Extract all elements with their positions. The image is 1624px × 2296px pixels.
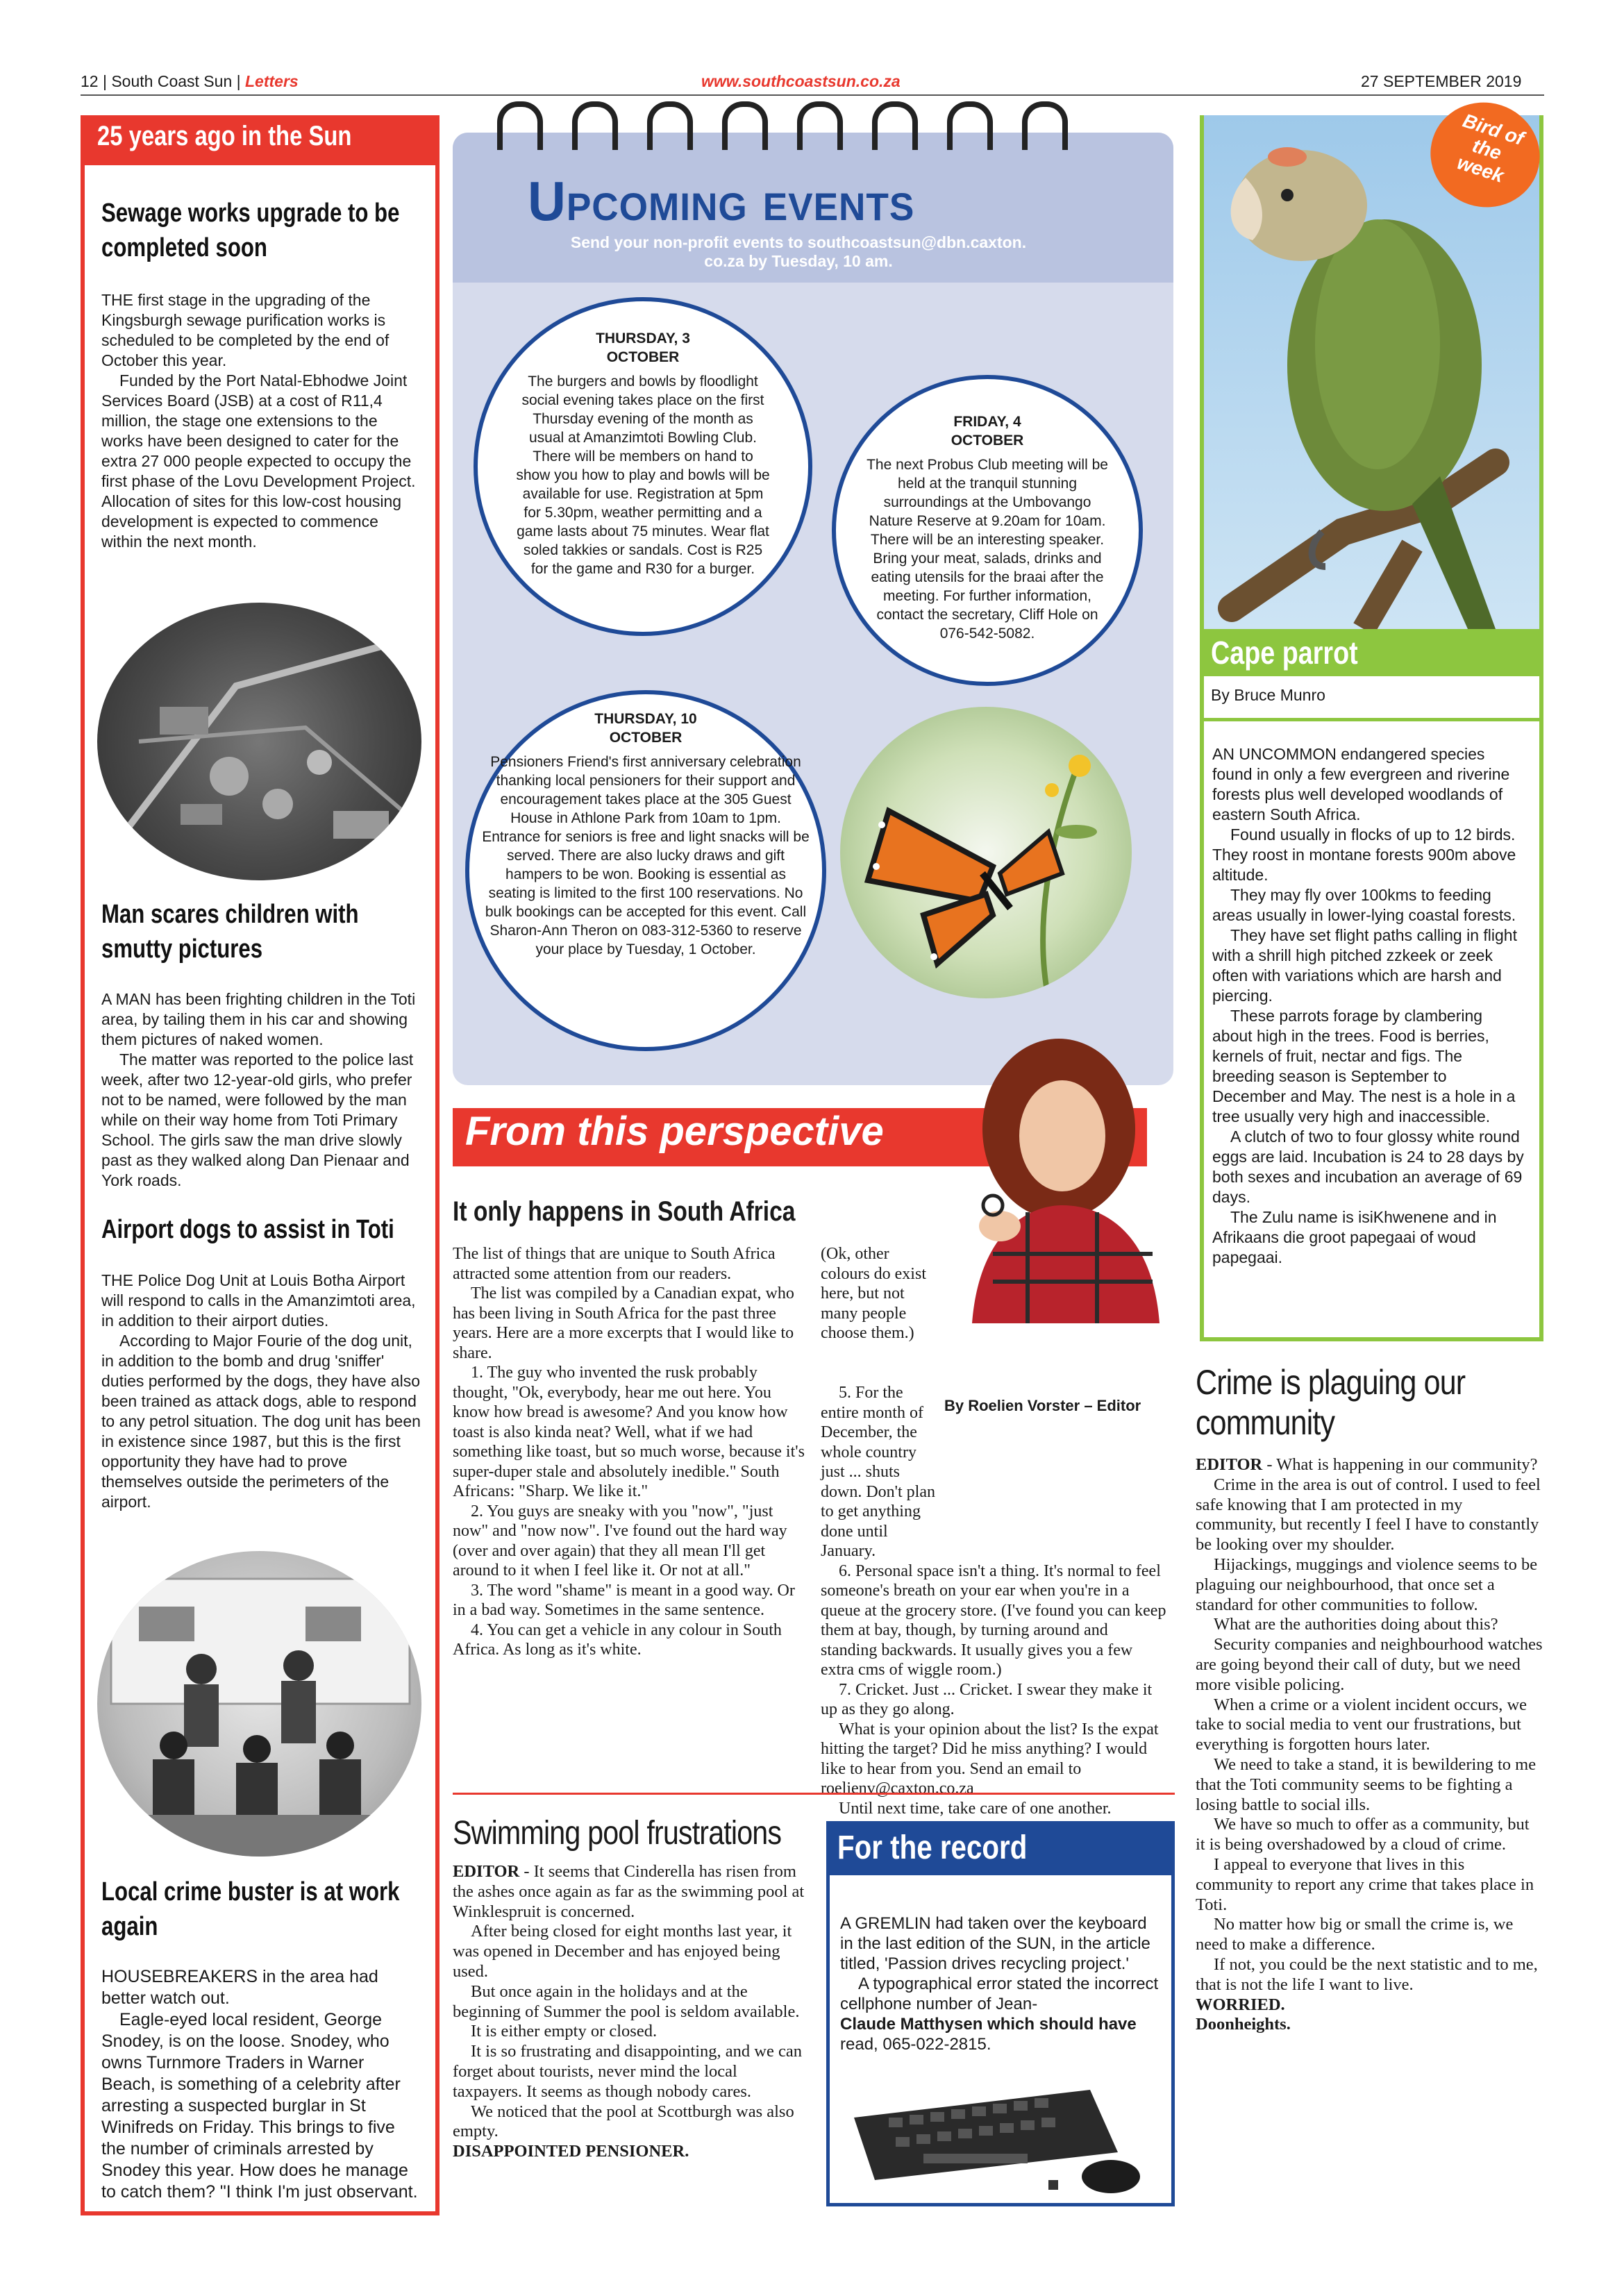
story2-headline-wrap xyxy=(101,897,420,966)
crime-p1: Crime in the area is out of control. I used to feel safe knowing that I am protected in my community, but recently I feel I have to constantly be looking over my shoulder. xyxy=(1196,1475,1541,1555)
persp-c2-p8: What is your opinion about the list? Is the expat hitting the target? Did he miss anything? I would like to hear from you. Send an email to roelienv@caxton.co.za xyxy=(821,1720,1159,1798)
pool-p3: It is either empty or closed. xyxy=(471,2022,658,2041)
story4-headline-wrap xyxy=(101,1875,420,1944)
ring-icon xyxy=(947,101,993,150)
story1-body xyxy=(101,290,421,552)
ring-icon xyxy=(797,101,843,150)
aerial-photo-image xyxy=(97,603,421,880)
event-circle-2 xyxy=(832,375,1143,686)
dog-unit-photo-image xyxy=(97,1551,421,1857)
site-url[interactable]: www.southcoastsun.co.za xyxy=(701,72,901,90)
crime-p7: We have so much to offer as a community, but it is being overshadowed by a cloud of crime. xyxy=(1196,1815,1530,1854)
pool-sig: DISAPPOINTED PENSIONER. xyxy=(453,2142,689,2161)
pool-p1: After being closed for eight months last year, it was opened in December and has enjoyed being used. xyxy=(453,1922,792,1981)
ring-icon xyxy=(872,101,918,150)
keyboard-icon xyxy=(840,2076,1160,2194)
editor-portrait xyxy=(944,1032,1166,1323)
perspective-col1 xyxy=(453,1244,807,1660)
persp-c1-p5: 3. The word "shame" is meant in a good way. Or in a bad way. Sometimes in the same sentence. xyxy=(453,1581,795,1619)
years-ago-title: 25 years ago in the Sun xyxy=(97,121,352,151)
crime-body xyxy=(1196,1455,1543,2035)
bird-p1: AN UNCOMMON endangered species found in only a few evergreen and riverine forests plus well developed woodlands of eastern South Africa. xyxy=(1212,745,1510,823)
persp-c2-p5: 5. For the entire month of December, the whole country just ... shuts down. Don't plan to get anything done until January. xyxy=(821,1384,935,1560)
pool-lead xyxy=(453,1862,807,1922)
persp-c2-p6: 6. Personal space isn't a thing. It's normal to feel someone's breath on your ear when you're in a queue at the grocery store. (I've found you can keep them at bay, though, by turning around and standing backwards. It usually gives you a few extra cms of wiggle room.) xyxy=(821,1561,1166,1679)
section-label: Letters xyxy=(245,72,299,90)
bird-title: Cape parrot xyxy=(1211,635,1358,671)
story2-p2: The matter was reported to the police last week, after two 12-year-old girls, who prefer not to be named, were followed by the man while on their way home from Toti Primary School. The girls saw the man drive slowly past as they walked along Dan Pienaar and York roads. xyxy=(101,1050,414,1189)
crime-p2: Hijackings, muggings and violence seems to be plaguing our neighbourhood, that once set a standard for other communities to follow. xyxy=(1196,1555,1538,1614)
persp-c2-aside: (Ok, other colours do exist here, but not many people choose them.) xyxy=(821,1245,926,1342)
story2-headline: Man scares children with smutty pictures xyxy=(101,900,359,964)
story1-headline-wrap xyxy=(101,196,420,265)
pool-body xyxy=(453,1862,807,2162)
pool-headline: Swimming pool frustrations xyxy=(453,1815,782,1852)
perspective-title: From this perspective xyxy=(465,1109,884,1154)
story3-body xyxy=(101,1271,421,1512)
bird-p7: The Zulu name is isiKhwenene and in Afrikaans die groot papegaai of woud papegaai. xyxy=(1212,1208,1497,1266)
events-subtitle-line1: Send your non-profit events to southcoastsun@dbn.caxton. xyxy=(570,233,1027,251)
bird-p5: These parrots forage by clambering about high in the trees. Food is berries, kernels of fruit, nectar and figs. The breeding season is September to December and May. The nest is a hole in a tree usually very high and inaccessible. xyxy=(1212,1007,1516,1125)
record-p1: A GREMLIN had taken over the keyboard in the last edition of the SUN, in the article titled, 'Passion drives recycling project.' xyxy=(840,1914,1150,1973)
record-body xyxy=(840,1913,1160,2054)
crime-sig1: WORRIED. xyxy=(1196,1995,1285,2014)
event2-text: The next Probus Club meeting will be held at the tranquil stunning surroundings at the Umbovango Nature Reserve at 9.20am for 10am. There will be an interesting speaker. Bring your meat, salads, drinks and eating utensils for the braai after the meeting. For further information, contact the secretary, Cliff Hole on 076-542-5082. xyxy=(867,457,1108,642)
bird-body xyxy=(1212,744,1525,1268)
record-p2: A typographical error stated the incorrect cellphone number of Jean- xyxy=(840,1975,1159,2013)
story4-body xyxy=(101,1966,421,2203)
ring-icon xyxy=(1022,101,1068,150)
page-label: 12 | South Coast Sun | xyxy=(81,72,241,90)
perspective-byline: By Roelien Vorster – Editor xyxy=(944,1397,1141,1414)
perspective-rule xyxy=(453,1793,1175,1795)
butterfly-photo xyxy=(840,707,1132,998)
dog-unit-photo xyxy=(97,1551,421,1857)
story4-p1: HOUSEBREAKERS in the area had better watch out. xyxy=(101,1967,378,2008)
crime-sig2: Doonheights. xyxy=(1196,2015,1291,2034)
record-p4: read, 065-022-2815. xyxy=(840,2035,991,2054)
pool-p4: It is so frustrating and disappointing, and we can forget about tourists, never mind the local taxpayers. It seems as though nobody cares. xyxy=(453,2042,802,2101)
aerial-photo xyxy=(97,603,421,880)
event3-date: THURSDAY, 10 OCTOBER xyxy=(594,711,697,746)
pool-p5: We noticed that the pool at Scottburgh was also empty. xyxy=(453,2102,794,2141)
ring-icon xyxy=(647,101,693,150)
events-title: Upcoming events xyxy=(528,170,915,232)
perspective-headline: It only happens in South Africa xyxy=(453,1196,796,1227)
bird-p4: They have set flight paths calling in flight with a shrill high pitched zzkeek or zeek often with variations which are harsh and piercing. xyxy=(1212,926,1517,1005)
persp-c1-p3: 1. The guy who invented the rusk probably thought, "Ok, everybody, hear me out here. You know how bread is awesome? And you know how toast is also kinda neat? Well, what if we had something like toast, but so much worse, because it's super-duper stale and absolutely inedible." South Africans: "Sharp. We like it." xyxy=(453,1364,805,1500)
bird-p2: Found usually in flocks of up to 12 birds. They roost in montane forests 900m above altitude. xyxy=(1212,826,1516,884)
crime-p3: What are the authorities doing about this? xyxy=(1214,1615,1498,1634)
persp-c1-p6: 4. You can get a vehicle in any colour in South Africa. As long as it's white. xyxy=(453,1620,782,1659)
ring-icon xyxy=(497,101,543,150)
perspective-col2-narrow xyxy=(821,1244,932,1343)
perspective-headline-wrap xyxy=(453,1194,978,1229)
event-circle-1 xyxy=(474,297,812,636)
story3-p2: According to Major Fourie of the dog unit, in addition to the bomb and drug 'sniffer' duties performed by the dogs, they have also been trained as attack dogs, able to respond to any petrol situation. The dog unit has been in existence since 1987, but this is the first opportunity they have had to prove themselves outside the perimeters of the airport. xyxy=(101,1332,421,1511)
pool-p2: But once again in the holidays and at the beginning of Summer the pool is seldom available. xyxy=(453,1981,800,2021)
crime-lead-bold: EDITOR xyxy=(1196,1455,1263,1474)
perspective-col2 xyxy=(821,1383,1168,1818)
pool-lead-text: - It seems that Cinderella has risen from the ashes once again as far as the swimming pool at Winklespruit is concerned. xyxy=(453,1862,805,1921)
issue-date: 27 SEPTEMBER 2019 xyxy=(1361,72,1522,90)
story1-headline: Sewage works upgrade to be completed soon xyxy=(101,199,400,262)
header-rule xyxy=(81,94,1544,96)
crime-p6: We need to take a stand, it is bewildering to me that the Toti community seems to be fighting a losing battle to social ills. xyxy=(1196,1754,1537,1814)
event-circle-3 xyxy=(465,690,826,1051)
crime-lead xyxy=(1196,1455,1543,1475)
crime-p9: No matter how big or small the crime is, we need to make a difference. xyxy=(1196,1915,1514,1954)
story2-body xyxy=(101,989,421,1191)
story3-headline-wrap xyxy=(101,1212,420,1247)
story2-p1: A MAN has been frighting children in the Toti area, by tailing them in his car and showing them pictures of naked women. xyxy=(101,990,416,1048)
persp-c1-p4: 2. You guys are sneaky with you "now", "just now" and "now now". I've found out the hard way (over and over again) that they all mean I'll get around to it when I feel like it. Or not at all." xyxy=(453,1502,787,1579)
keyboard-photo xyxy=(840,2076,1160,2194)
binder-rings xyxy=(497,101,1122,150)
events-subtitle xyxy=(486,233,1111,271)
bird-divider xyxy=(1204,718,1539,721)
ring-icon xyxy=(722,101,768,150)
events-subtitle-line2: co.za by Tuesday, 10 am. xyxy=(704,252,893,270)
event3-text: Pensioners Friend's first anniversary celebration thanking local pensioners for their support and encouragement takes place at the 305 Guest House in Athlone Park from 10am to 1pm. Entrance for seniors is free and light snacks will be served. There are also lucky draws and gift hampers to be won. Booking is essential as seating is limited to the first 100 reservations. No bulk bookings can be accepted for this event. Call Sharon-Ann Theron on 083-312-5360 to reserve your place by Tuesday, 1 October. xyxy=(482,754,810,957)
story1-p1: THE first stage in the upgrading of the Kingsburgh sewage purification works is scheduled to be completed by the end of October this year. xyxy=(101,291,390,369)
bird-badge-text: Bird of the week xyxy=(1454,109,1527,187)
story3-p1: THE Police Dog Unit at Louis Botha Airport will respond to calls in the Amanzimtoti area, in addition to their airport duties. xyxy=(101,1271,416,1330)
ring-icon xyxy=(572,101,618,150)
editor-photo xyxy=(944,1032,1166,1323)
pool-lead-bold: EDITOR xyxy=(453,1862,520,1881)
bird-p3: They may fly over 100kms to feeding areas usually in lower-lying coastal forests. xyxy=(1212,886,1516,924)
bird-p6: A clutch of two to four glossy white round eggs are laid. Incubation is 24 to 28 days by both sexes and incubation an average of 69 days. xyxy=(1212,1128,1524,1206)
story3-headline: Airport dogs to assist in Toti xyxy=(101,1215,394,1244)
crime-lead-text: - What is happening in our community? xyxy=(1262,1455,1538,1474)
record-p3: Claude Matthysen which should have xyxy=(840,2015,1137,2034)
persp-c2-p7: 7. Cricket. Just ... Cricket. I swear they make it up as they go along. xyxy=(821,1680,1153,1718)
crime-p4: Security companies and neighbourhood watches are going beyond their call of duty, but we need more visible policing. xyxy=(1196,1635,1543,1694)
event2-date: FRIDAY, 4 OCTOBER xyxy=(951,414,1024,449)
story1-p2: Funded by the Port Natal-Ebhodwe Joint Services Board (JSB) at a cost of R11,4 million, the stage one extensions to the works have been designed to cater for the extra 27 000 people expected to occupy the first phase of the Lovu Development Project. Allocation of sites for this low-cost housing development is expected to commence within the next month. xyxy=(101,371,416,551)
crime-p8: I appeal to everyone that lives in this community to report any crime that takes place in Toti. xyxy=(1196,1854,1534,1914)
story4-p2: Eagle-eyed local resident, George Snodey, is on the loose. Snodey, who owns Turnmore Traders in Warner Beach, is something of a celebrity after arresting a suspected burglar in St Winifreds on Friday. This brings to five the number of criminals arrested by Snodey this year. How does he manage to catch them? "I think I'm just observant. xyxy=(101,2010,418,2202)
crime-p10: If not, you could be the next statistic and to me, that is not the life I want to live. xyxy=(1196,1954,1538,1994)
record-title: For the record xyxy=(837,1829,1028,1866)
persp-c1-p2: The list was compiled by a Canadian expat, who has been living in South Africa for the past three years. Here are a more excerpts that I would like to share. xyxy=(453,1284,794,1362)
event1-date: THURSDAY, 3 OCTOBER xyxy=(596,330,690,365)
persp-c2-p9: Until next time, take care of one another. xyxy=(839,1799,1112,1818)
event1-text: The burgers and bowls by floodlight social evening takes place on the first Thursday evening of the month as usual at Amanzimtoti Bowling Club. There will be members on hand to show you how to play and bowls will be available for use. Registration at 5pm for 5.30pm, weather permitting and a game lasts about 75 minutes. Wear flat soled takkies or sandals. Cost is R25 for the game and R30 for a burger. xyxy=(516,374,770,577)
crime-p5: When a crime or a violent incident occurs, we take to social media to vent our frustrations, but everything is forgotten hours later. xyxy=(1196,1695,1527,1754)
header-left xyxy=(81,72,299,91)
butterfly-image xyxy=(840,707,1132,998)
bird-byline: By Bruce Munro xyxy=(1211,686,1325,704)
crime-headline: Crime is plaguing our community xyxy=(1196,1363,1466,1442)
story4-headline: Local crime buster is at work again xyxy=(101,1877,400,1941)
persp-c1-p1: The list of things that are unique to South Africa attracted some attention from our readers. xyxy=(453,1245,776,1283)
